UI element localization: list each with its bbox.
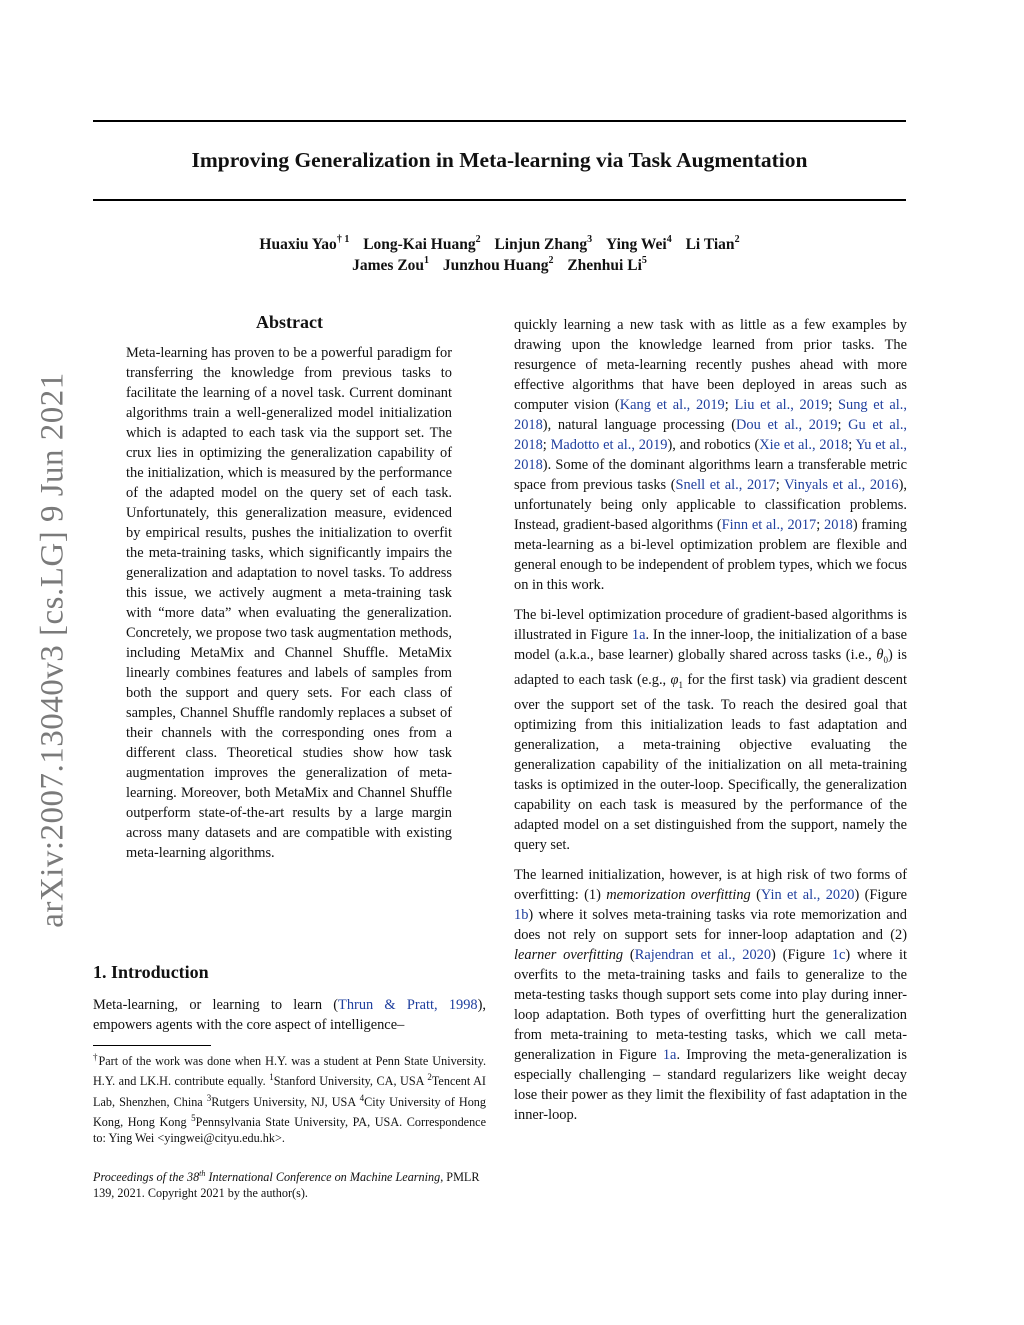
top-rule (93, 120, 906, 122)
title-bottom-rule (93, 199, 906, 201)
figure-link[interactable]: 1a (631, 627, 646, 643)
proceedings-note: Proceedings of the 38th International Conference on Machine Learning, PMLR 139, 2021. Copyright 2021 by the author(s). (93, 1169, 480, 1201)
citation-link[interactable]: Sung et al., 2018 (514, 397, 907, 433)
intro-paragraph: Meta-learning, or learning to learn (Thrun & Pratt, 1998), empowers agents with the core aspect of intelligence– (93, 997, 486, 1033)
paper-title: Improving Generalization in Meta-learning via Task Augmentation (191, 148, 808, 172)
section-heading: 1. Introduction (93, 962, 209, 982)
right-column (514, 315, 907, 1135)
citation-link[interactable]: Finn et al., 2017 (721, 517, 817, 533)
author: Ying Wei$^4$ (605, 234, 672, 253)
citation-link[interactable]: Gu et al., 2018 (514, 417, 908, 453)
author: James Zou$^1$ (352, 255, 430, 274)
citation-link[interactable]: Dou et al., 2019 (736, 417, 838, 433)
author: Junzhou Huang$^2$ (442, 255, 554, 274)
body-paragraph: quickly learning a new task with as little as a few examples by drawing upon the knowledge learned from prior tasks. The resurgence of meta-learning recently pushes ahead with more effective algorithms that have been deployed in areas such as computer vision (Kang et al., 2019; Liu et al., 2019; Sung et al., 2018), natural language processing (Dou et al., 2019; Gu et al., 2018; Madotto et al., 2019), and robotics (Xie et al., 2018; Yu et al., 2018). Some of the dominant algorithms learn a transferable metric space from previous tasks (Snell et al., 2017; Vinyals et al., 2016), unfortunately being only applicable to classification problems. Instead, gradient-based algorithms (Finn et al., 2017; 2018) framing meta-learning as a bi-level optimization problem are flexible and general enough to be independent of problem types, which we focus on in this work. (514, 317, 908, 593)
abstract-heading: Abstract (256, 312, 323, 332)
author: Zhenhui Li$^5$ (567, 255, 647, 274)
author: Linjun Zhang$^3$ (494, 234, 593, 253)
figure-link[interactable]: 1c (831, 946, 846, 963)
abstract-text: Meta-learning has proven to be a powerful paradigm for transferring the knowledge from previous tasks to facilitate the learning of a novel task. Current dominant algorithms train a well-generalized model initialization which is adapted to each task via the support set. The crux lies in optimizing the generalization capability of the initialization, which is measured by the performance of the adapted model on the query set of each task. Unfortunately, this generalization measure, evidenced by empirical results, pushes the initialization to overfit the meta-training tasks, which significantly impairs the generalization and adaptation to novel tasks. To address this issue, we actively augment a meta-training task with “more data” when evaluating the generalization. Concretely, we propose two task augmentation methods, including MetaMix and Channel Shuffle. MetaMix linearly combines features and labels of samples from both the support and query sets. For each class of samples, Channel Shuffle randomly replaces a subset of their channels with the corresponding ones from a different class. Theoretical studies show how task augmentation improves the generalization of meta-learning. Moreover, both MetaMix and Channel Shuffle outperform state-of-the-art results by a large margin across many datasets and are compatible with existing meta-learning algorithms. (126, 345, 452, 861)
citation-link[interactable]: Kang et al., 2019 (619, 397, 725, 413)
math-symbol: φ (670, 671, 679, 688)
citation-link[interactable]: Xie et al., 2018 (759, 437, 849, 453)
author: Li Tian$^2$ (685, 234, 740, 253)
footnote: †Part of the work was done when H.Y. was a student at Penn State University. H.Y. and LK.H. contribute equally. $^1$Stanford University, CA, USA $^2$Tencent AI Lab, Shenzhen, China $^3$Rutgers University, NJ, USA $^4$City University of Hong Kong, Hong Kong $^5$Pennsylvania State University, PA, USA. Correspondence to: Ying Wei <yingwei@cityu.edu.hk>. (93, 1052, 487, 1146)
figure-link[interactable]: 1b (514, 906, 529, 923)
citation-link[interactable]: Thrun & Pratt, 1998 (338, 997, 478, 1013)
math-symbol: θ (876, 647, 884, 663)
author: Long-Kai Huang$^2$ (363, 234, 481, 253)
citation-link[interactable]: Snell et al., 2017 (675, 477, 776, 493)
citation-link[interactable]: 2018 (824, 517, 853, 533)
author-line-1 (93, 236, 906, 254)
citation-link[interactable]: Yin et al., 2020 (760, 886, 855, 903)
figure-link[interactable]: 1a (662, 1046, 677, 1063)
author: Huaxiu Yao$^{\dagger 1}$ (259, 234, 350, 253)
body-paragraph: The learned initialization, however, is at high risk of two forms of overfitting: (1) memorization overfitting (Yin et al., 2020) (Figure 1b) where it solves meta-training tasks via rote memorization and does not rely on support sets for inner-loop adaptation and (2) learner overfitting (Rajendran et al., 2020) (Figure 1c) where it overfits to the meta-training tasks and fails to generalize to the meta-testing tasks though support sets come into play during inner-loop adaptation. Both types of overfitting hurt the generalization from meta-training to meta-testing tasks, which we call meta-generalization in Figure 1a. Improving the meta-generalization is especially challenging – standard regularizers like weight decay lose their power as they limit the flexibility of fast adaptation in the inner-loop. (514, 866, 907, 1123)
citation-link[interactable]: Madotto et al., 2019 (550, 437, 668, 453)
citation-link[interactable]: Vinyals et al., 2016 (784, 477, 899, 493)
citation-link[interactable]: Rajendran et al., 2020 (634, 946, 772, 963)
body-paragraph: The bi-level optimization procedure of gradient-based algorithms is illustrated in Figure 1a. In the inner-loop, the initialization of a base model (a.k.a., base learner) globally shared across tasks (i.e., $\theta_0$) is adapted to each task (e.g., $\varphi_1$ for the first task) via gradient descent over the support set of the task. To reach the desired goal that optimizing from this initialization leads to fast adaptation and generalization, a meta-training objective evaluating the generalization capability of the initialization on all meta-training tasks is optimized in the outer-loop. Specifically, the generalization capability on each task is measured by the performance of the adapted model on a set distinguished from the support, namely the query set. (514, 607, 908, 853)
author-line-2 (93, 257, 906, 275)
arxiv-watermark: arXiv:2007.13040v3 [cs.LG] 9 Jun 2021 (34, 372, 71, 928)
footnote-rule (93, 1045, 211, 1046)
citation-link[interactable]: Yu et al., 2018 (514, 437, 908, 473)
citation-link[interactable]: Liu et al., 2019 (734, 397, 829, 413)
